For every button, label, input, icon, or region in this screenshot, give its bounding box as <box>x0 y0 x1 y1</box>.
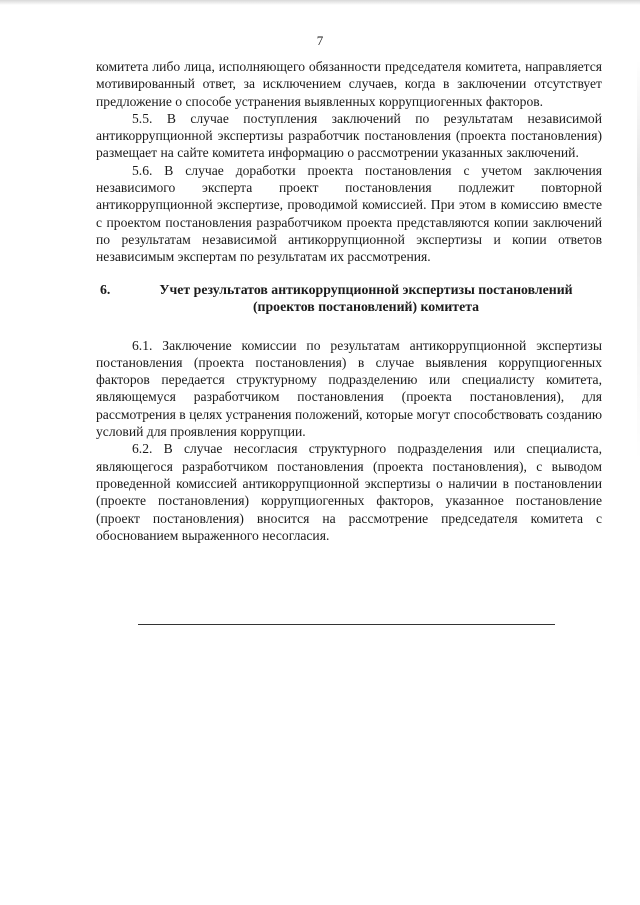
section-title: Учет результатов антикоррупционной экспертизы постановлений (проектов постановлений) комитета <box>159 281 573 314</box>
paragraph-6-1: 6.1. Заключение комиссии по результатам антикоррупционной экспертизы постановления (проекта постановления) в случае выявления коррупциогенных факторов передается структурному подразделению или специалисту комитета, являющемуся разработчиком постановления (проекта постановления), для рассмотрения в целях устранения положений, которые могут способствовать созданию условий для проявления коррупции. <box>96 337 602 440</box>
section-number: 6. <box>100 281 111 297</box>
paragraph-5-4-continuation: комитета либо лица, исполняющего обязанности председателя комитета, направляется мотивированный ответ, за исключением случаев, когда в заключении отсутствует предложение о способе устранения выявленных коррупциогенных факторов. <box>96 59 602 109</box>
paragraph-5-6: 5.6. В случае доработки проекта постановления с учетом заключения независимого эксперта проект постановления подлежит повторной антикоррупционной экспертизе, проводимой комиссией. При этом в комиссию вместе с проектом постановления разработчиком проекта представляются копии заключений по результатам независимой антикоррупционной экспертизы и копии ответов независимым экспертам по результатам их рассмотрения. <box>96 162 602 265</box>
page-number: 7 <box>316 33 324 48</box>
paragraph-5-5: 5.5. В случае поступления заключений по результатам независимой антикоррупционной экспертизы разработчик постановления (проекта постановления) размещает на сайте комитета информацию о рассмотрении указанных заключений. <box>96 110 602 161</box>
document-body <box>96 58 602 544</box>
section-heading <box>96 281 602 315</box>
scan-top-shadow <box>0 0 640 5</box>
end-rule <box>138 624 555 625</box>
paragraph-6-2: 6.2. В случае несогласия структурного подразделения или специалиста, являющегося разработчиком постановления (проекта постановления), с выводом проведенной комиссией антикоррупционной экспертизы о наличии в постановлении (проекте постановления) коррупциогенных факторов, указанное постановление (проект постановления) вносится на рассмотрение председателя комитета с обоснованием выраженного несогласия. <box>96 441 602 543</box>
